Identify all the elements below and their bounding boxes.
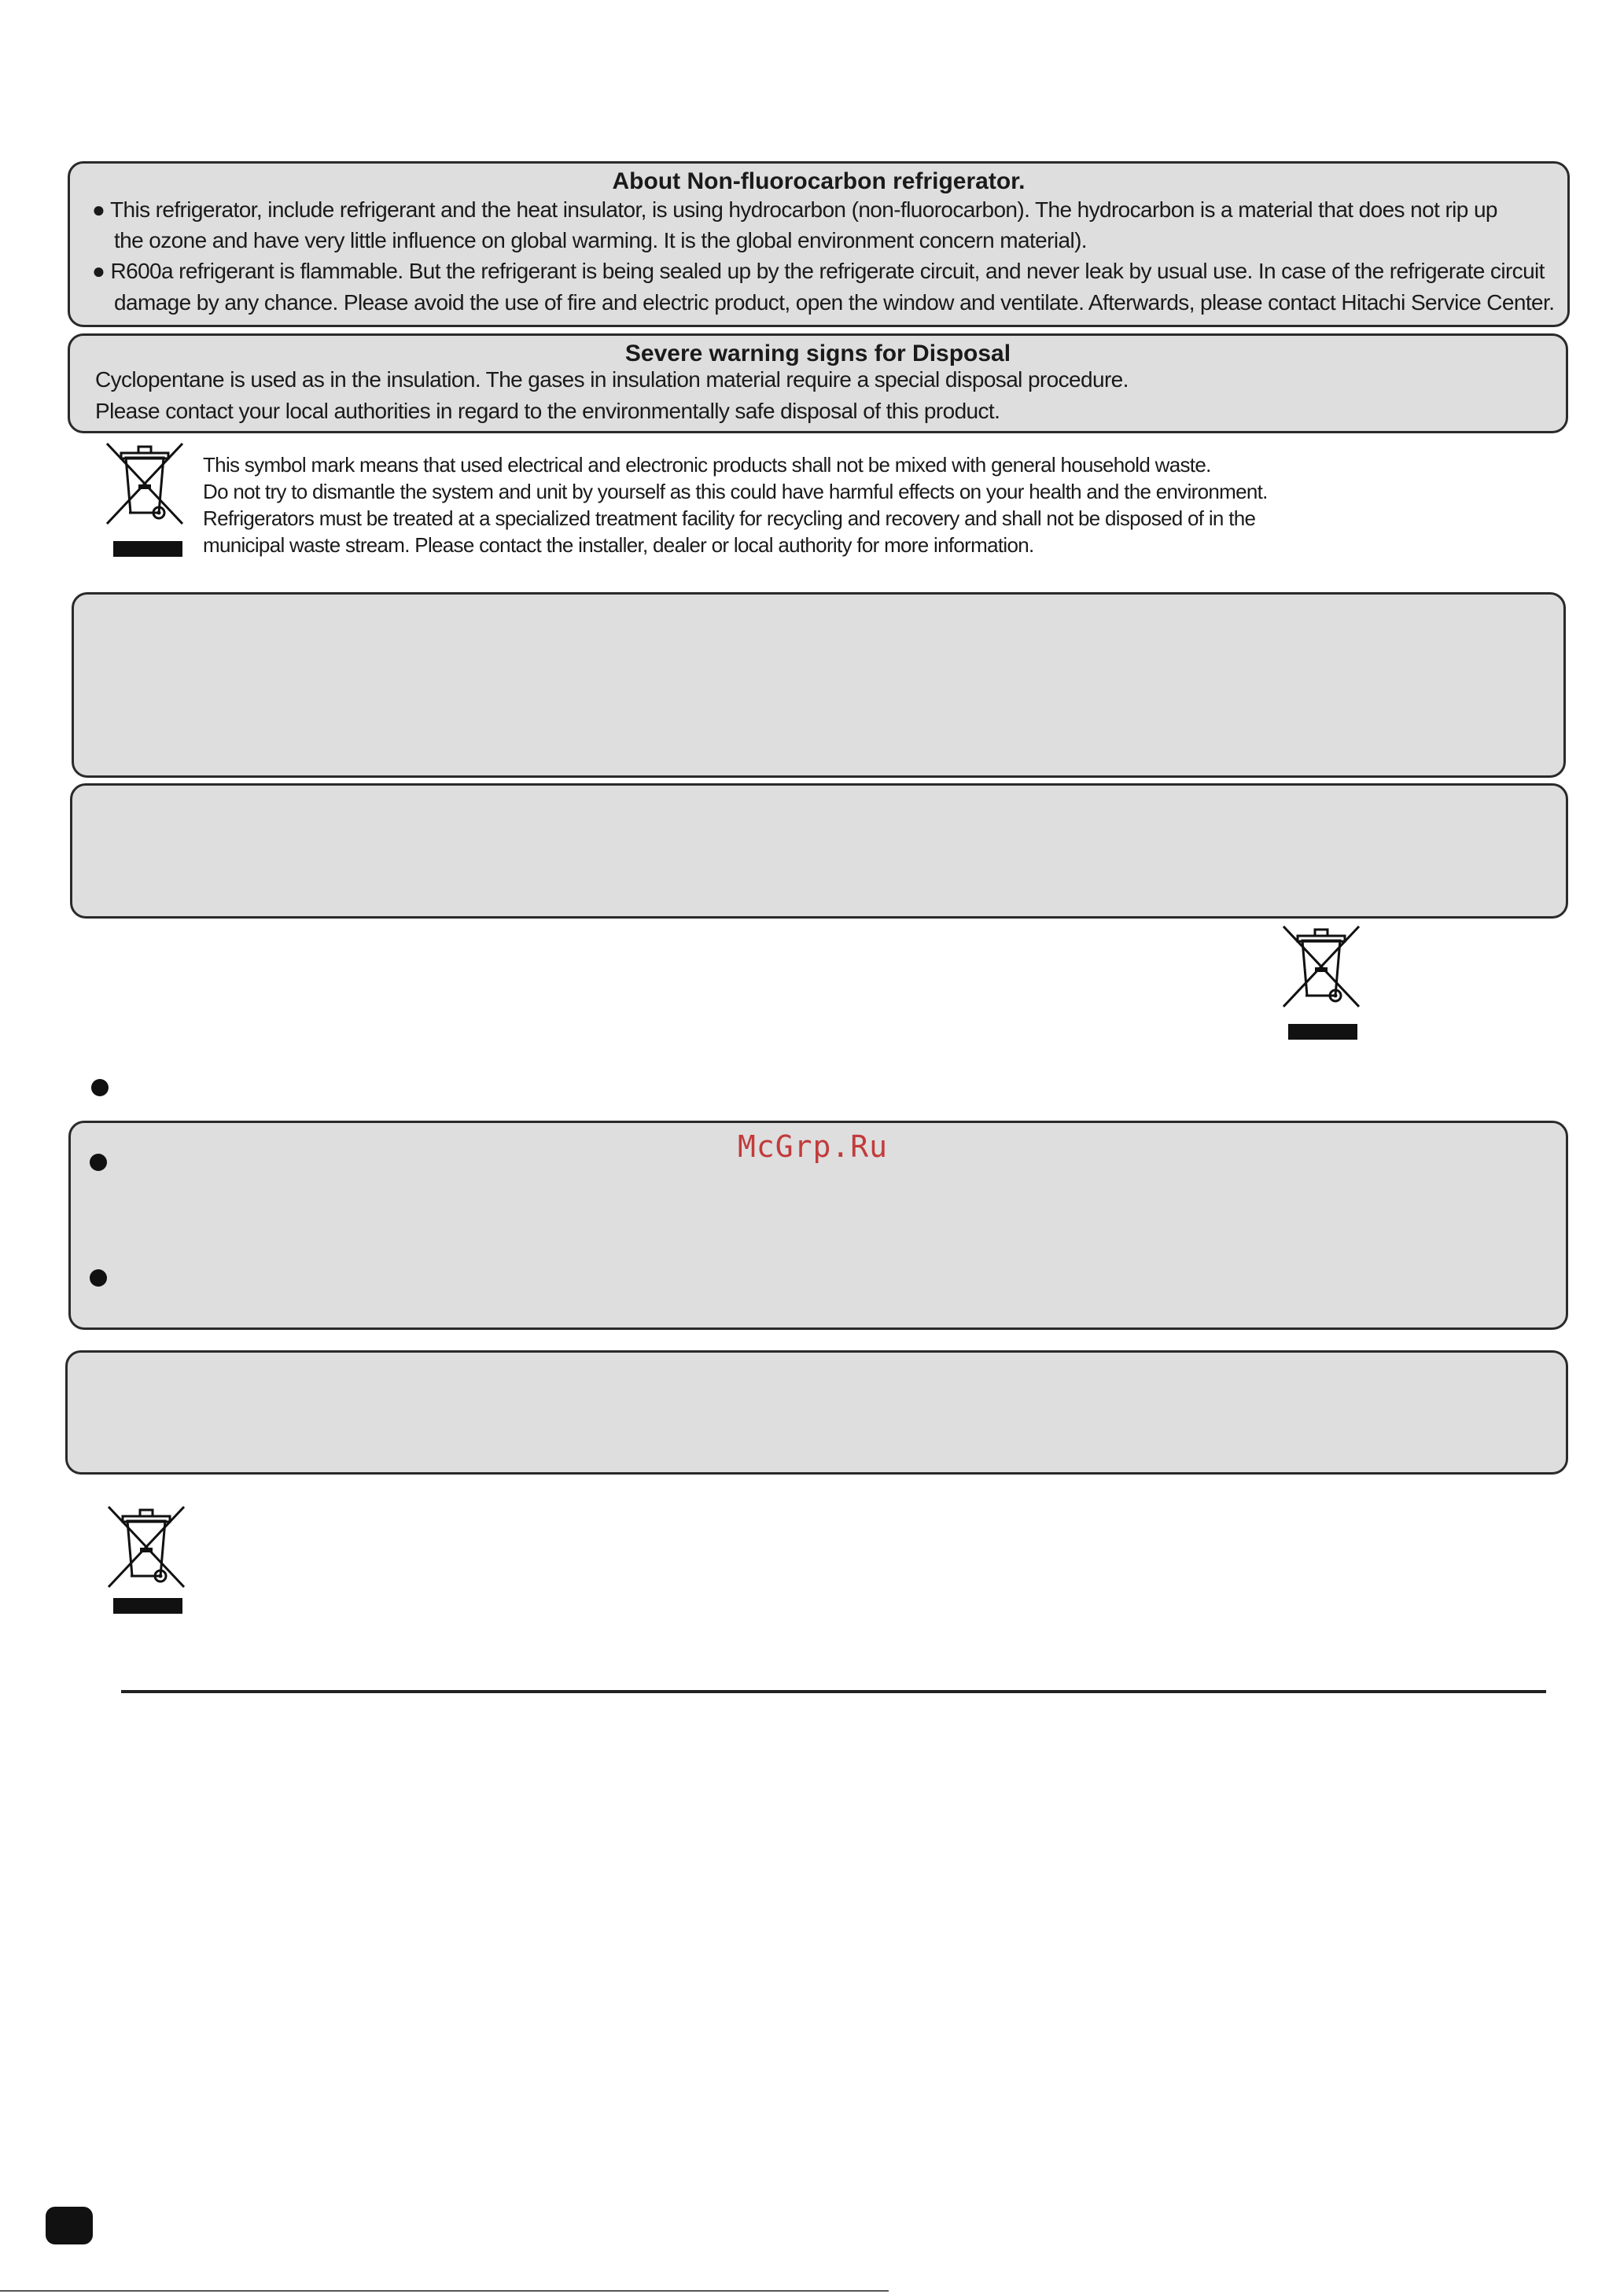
bottom-edge-line [0,2290,889,2292]
watermark: McGrp.Ru [738,1129,889,1164]
empty-notice-box-1 [72,592,1566,778]
bullet-dot [90,1269,107,1287]
non-fluorocarbon-line-2: the ozone and have very little influence on global warming. It is the global environment concern material). [114,228,1087,252]
weee-notice-line-1: This symbol mark means that used electrical and electronic products shall not be mixed with general household waste. [203,453,1211,477]
disposal-warning-line-2: Please contact your local authorities in regard to the environmentally safe disposal of this product. [95,399,1000,423]
section-divider [121,1690,1546,1693]
page-number-tab [46,2207,93,2244]
bullet-dot [91,1079,109,1096]
non-fluorocarbon-box [68,161,1570,327]
weee-notice-line-2: Do not try to dismantle the system and unit by yourself as this could have harmful effects on your health and the environment. [203,480,1268,503]
weee-notice-line-3: Refrigerators must be treated at a specialized treatment facility for recycling and recovery and shall not be disposed of in the [203,506,1256,530]
non-fluorocarbon-line-1: ● This refrigerator, include refrigerant and the heat insulator, is using hydrocarbon (non-fluorocarbon). The hydrocarbon is a material that does not rip up [92,197,1497,222]
disposal-warning-line-1: Cyclopentane is used as in the insulation. The gases in insulation material require a special disposal procedure. [95,367,1129,392]
disposal-warning-box [68,333,1568,433]
non-fluorocarbon-line-3: ● R600a refrigerant is flammable. But the refrigerant is being sealed up by the refrigerate circuit, and never leak by usual use. In case of the refrigerate circuit [92,259,1545,283]
bullet-dot [90,1154,107,1171]
non-fluorocarbon-title: About Non-fluorocarbon refrigerator. [612,168,1026,194]
disposal-warning-title: Severe warning signs for Disposal [624,341,1011,366]
crossed-out-wheelie-bin-icon [105,1504,187,1622]
empty-notice-box-3 [65,1350,1568,1475]
crossed-out-wheelie-bin-icon [1280,923,1362,1041]
non-fluorocarbon-line-4: damage by any chance. Please avoid the use of fire and electric product, open the window and ventilate. Afterwards, please contact Hitachi Service Center. [114,290,1555,315]
weee-notice-line-4: municipal waste stream. Please contact the installer, dealer or local authority for more information. [203,533,1034,557]
crossed-out-wheelie-bin-icon [104,440,186,558]
empty-notice-box-2 [70,783,1568,919]
